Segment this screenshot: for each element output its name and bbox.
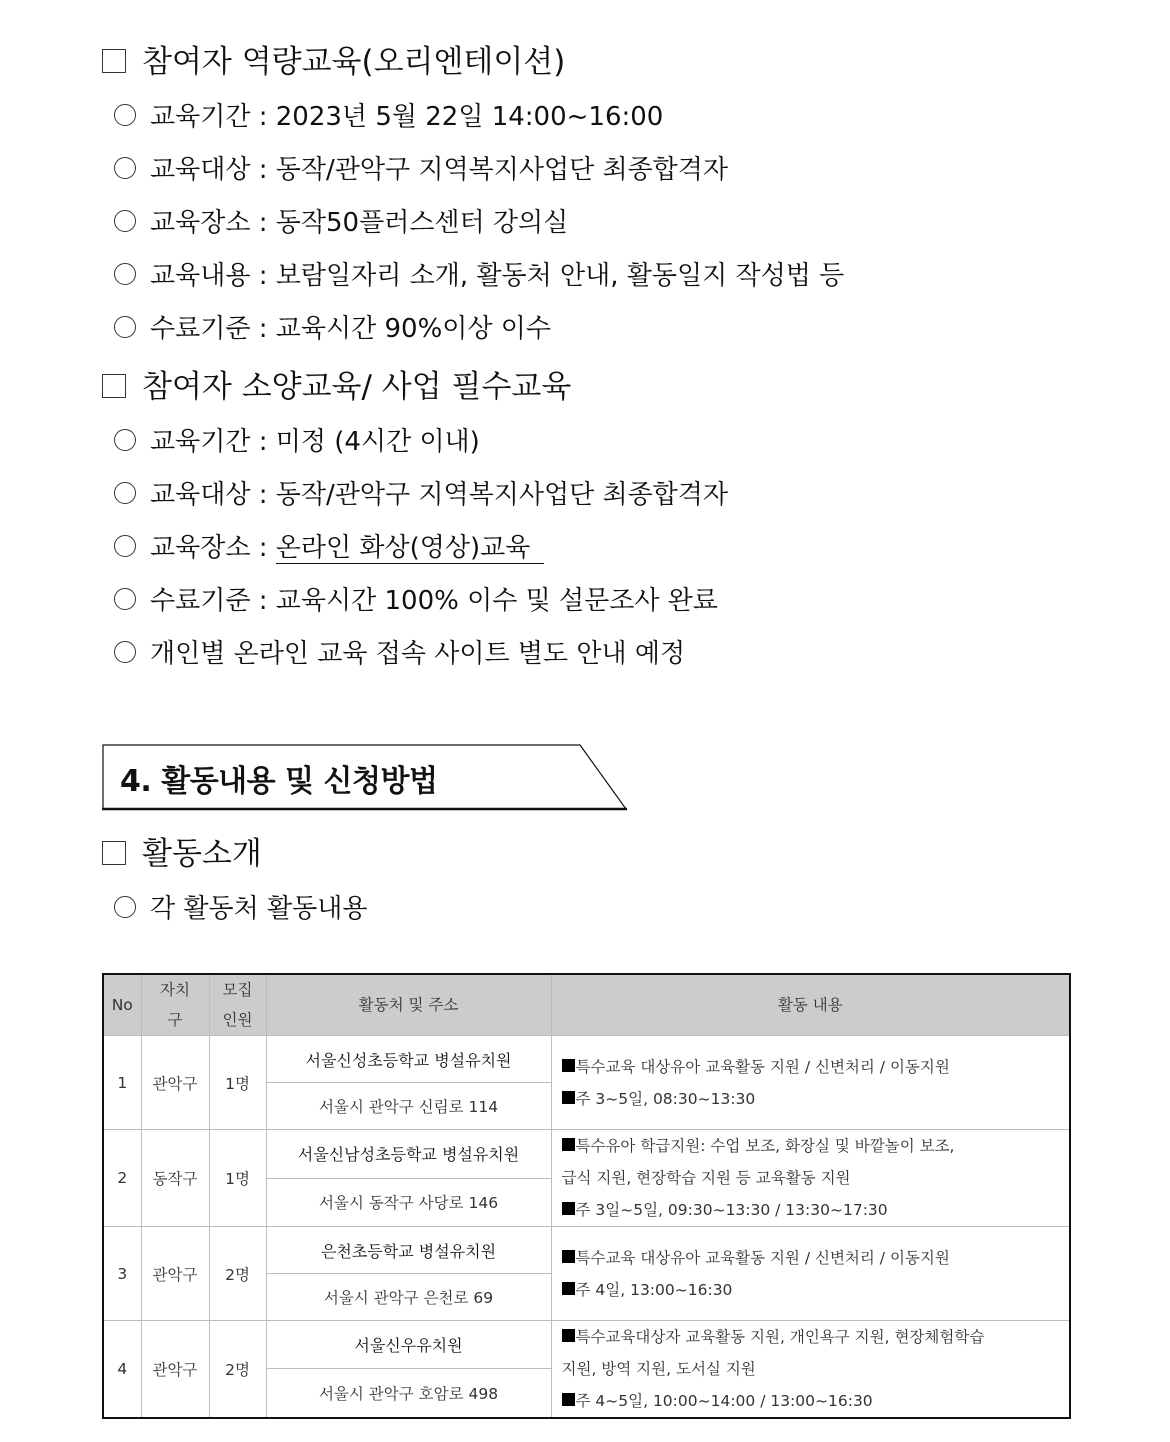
list-item (114, 633, 685, 670)
header-no: No (103, 974, 141, 1036)
circle-bullet-icon (114, 588, 136, 610)
table-row (103, 1321, 1070, 1369)
item-label: 교육장소 (150, 533, 251, 563)
item-sep: : (250, 261, 276, 291)
heading-text: 참여자 소양교육/ 사업 필수교육 (142, 369, 572, 405)
item-label: 교육대상 (150, 155, 251, 185)
square-bullet-icon (102, 49, 126, 73)
item-sep: : (250, 208, 276, 238)
cell-place-name: 은천초등학교 병설유치원 (266, 1227, 551, 1274)
circle-bullet-icon (114, 641, 136, 663)
cell-count: 2명 (209, 1227, 266, 1321)
square-bullet-icon (562, 1091, 575, 1104)
header-district-line2: 구 (167, 1011, 183, 1029)
cell-address: 서울시 관악구 은천로 69 (266, 1274, 551, 1321)
item-label: 교육내용 (150, 261, 251, 291)
square-bullet-icon (562, 1329, 575, 1342)
activity-text: 특수교육 대상유아 교육활동 지원 / 신변처리 / 이동지원 (575, 1248, 950, 1267)
square-bullet-icon (562, 1138, 575, 1151)
cell-district: 동작구 (141, 1130, 209, 1227)
list-item (114, 202, 568, 239)
activity-line (562, 1083, 1064, 1115)
circle-bullet-icon (114, 316, 136, 338)
activity-line (562, 1242, 1064, 1274)
header-recruit-line1: 모집 (222, 981, 253, 999)
header-district (141, 974, 209, 1036)
activity-text: 주 4~5일, 10:00~14:00 / 13:00~16:30 (575, 1392, 873, 1410)
item-value: 교육시간 90%이상 이수 (275, 314, 552, 344)
cell-activity (551, 1321, 1070, 1419)
list-item (114, 96, 663, 133)
header-activity: 활동 내용 (551, 974, 1070, 1036)
table-header-row (103, 974, 1070, 1036)
cell-district: 관악구 (141, 1321, 209, 1419)
square-bullet-icon (102, 841, 126, 865)
item-value: 미정 (4시간 이내) (275, 427, 480, 457)
item-value: 온라인 화상(영상)교육 (276, 533, 545, 564)
item-sep: : (250, 480, 276, 510)
section-heading-intro (102, 828, 262, 873)
item-value: 각 활동처 활동내용 (150, 894, 368, 924)
heading-text: 활동소개 (142, 836, 262, 872)
header-district-line1: 자치 (160, 981, 190, 999)
section-heading-orientation (102, 36, 565, 81)
activity-text: 주 3일~5일, 09:30~13:30 / 13:30~17:30 (575, 1201, 888, 1219)
header-recruit (209, 974, 266, 1036)
list-item (114, 308, 551, 345)
cell-activity (551, 1130, 1070, 1227)
circle-bullet-icon (114, 104, 136, 126)
list-item (114, 255, 844, 292)
item-value: 동작50플러스센터 강의실 (275, 208, 569, 238)
circle-bullet-icon (114, 210, 136, 232)
list-item (114, 527, 544, 564)
item-value: 보람일자리 소개, 활동처 안내, 활동일지 작성법 등 (275, 261, 845, 291)
item-sep: : (250, 533, 276, 563)
item-value: 2023년 5월 22일 14:00~16:00 (275, 102, 664, 132)
cell-count: 1명 (209, 1130, 266, 1227)
cell-place-name: 서울신우유치원 (266, 1321, 551, 1369)
activity-line (562, 1162, 1064, 1194)
item-value: 동작/관악구 지역복지사업단 최종합격자 (275, 480, 729, 510)
heading-text: 참여자 역량교육(오리엔테이션) (142, 44, 566, 80)
activity-line (562, 1051, 1064, 1083)
cell-address: 서울시 관악구 호암로 498 (266, 1369, 551, 1418)
cell-activity (551, 1036, 1070, 1130)
section-banner (102, 744, 627, 810)
activity-text: 지원, 방역 지원, 도서실 지원 (561, 1360, 756, 1378)
circle-bullet-icon (114, 157, 136, 179)
activity-text: 주 3~5일, 08:30~13:30 (575, 1089, 756, 1108)
activity-line (562, 1321, 1064, 1353)
item-sep: : (250, 586, 276, 616)
cell-address: 서울시 동작구 사당로 146 (266, 1178, 551, 1227)
item-value: 개인별 온라인 교육 접속 사이트 별도 안내 예정 (150, 639, 686, 669)
table-row (103, 1227, 1070, 1274)
item-label: 교육기간 (150, 102, 251, 132)
square-bullet-icon (562, 1250, 575, 1263)
item-label: 수료기준 (150, 314, 251, 344)
list-item (114, 421, 480, 458)
cell-no: 1 (103, 1036, 141, 1130)
square-bullet-icon (562, 1059, 575, 1072)
activity-line (562, 1274, 1064, 1306)
activity-text: 급식 지원, 현장학습 지원 등 교육활동 지원 (561, 1169, 851, 1187)
activity-text: 특수교육대상자 교육활동 지원, 개인욕구 지원, 현장체험학습 (575, 1328, 985, 1346)
item-label: 교육대상 (150, 480, 251, 510)
item-sep: : (250, 427, 276, 457)
circle-bullet-icon (114, 429, 136, 451)
item-sep: : (250, 102, 276, 132)
activity-text: 주 4일, 13:00~16:30 (575, 1280, 733, 1299)
circle-bullet-icon (114, 482, 136, 504)
square-bullet-icon (562, 1202, 575, 1215)
item-value: 교육시간 100% 이수 및 설문조사 완료 (275, 586, 718, 616)
cell-district: 관악구 (141, 1227, 209, 1321)
square-bullet-icon (102, 374, 126, 398)
cell-place-name: 서울신남성초등학교 병설유치원 (266, 1130, 551, 1179)
cell-no: 4 (103, 1321, 141, 1419)
item-label: 수료기준 (150, 586, 251, 616)
circle-bullet-icon (114, 535, 136, 557)
activity-line (562, 1385, 1064, 1417)
square-bullet-icon (562, 1282, 575, 1295)
activity-text: 특수유아 학급지원: 수업 보조, 화장실 및 바깥놀이 보조, (575, 1137, 955, 1155)
cell-no: 2 (103, 1130, 141, 1227)
activity-line (562, 1130, 1064, 1162)
square-bullet-icon (562, 1393, 575, 1406)
list-item (114, 474, 728, 511)
table-row (103, 1130, 1070, 1179)
item-value: 동작/관악구 지역복지사업단 최종합격자 (275, 155, 729, 185)
cell-address: 서울시 관악구 신림로 114 (266, 1083, 551, 1130)
item-sep: : (250, 314, 276, 344)
cell-place-name: 서울신성초등학교 병설유치원 (266, 1036, 551, 1083)
circle-bullet-icon (114, 896, 136, 918)
list-item (114, 149, 728, 186)
activity-text: 특수교육 대상유아 교육활동 지원 / 신변처리 / 이동지원 (575, 1057, 950, 1076)
circle-bullet-icon (114, 263, 136, 285)
header-recruit-line2: 인원 (222, 1011, 253, 1029)
cell-count: 2명 (209, 1321, 266, 1419)
activity-line (562, 1353, 1064, 1385)
table-row (103, 1036, 1070, 1083)
header-place: 활동처 및 주소 (266, 974, 551, 1036)
section-heading-required (102, 361, 571, 406)
item-sep: : (250, 155, 276, 185)
cell-district: 관악구 (141, 1036, 209, 1130)
item-label: 교육기간 (150, 427, 251, 457)
list-item (114, 888, 367, 925)
cell-no: 3 (103, 1227, 141, 1321)
banner-title: 4. 활동내용 및 신청방법 (120, 764, 438, 799)
cell-count: 1명 (209, 1036, 266, 1130)
activity-line (562, 1194, 1064, 1226)
list-item (114, 580, 718, 617)
item-label: 교육장소 (150, 208, 251, 238)
cell-activity (551, 1227, 1070, 1321)
activity-table (102, 973, 1071, 1419)
